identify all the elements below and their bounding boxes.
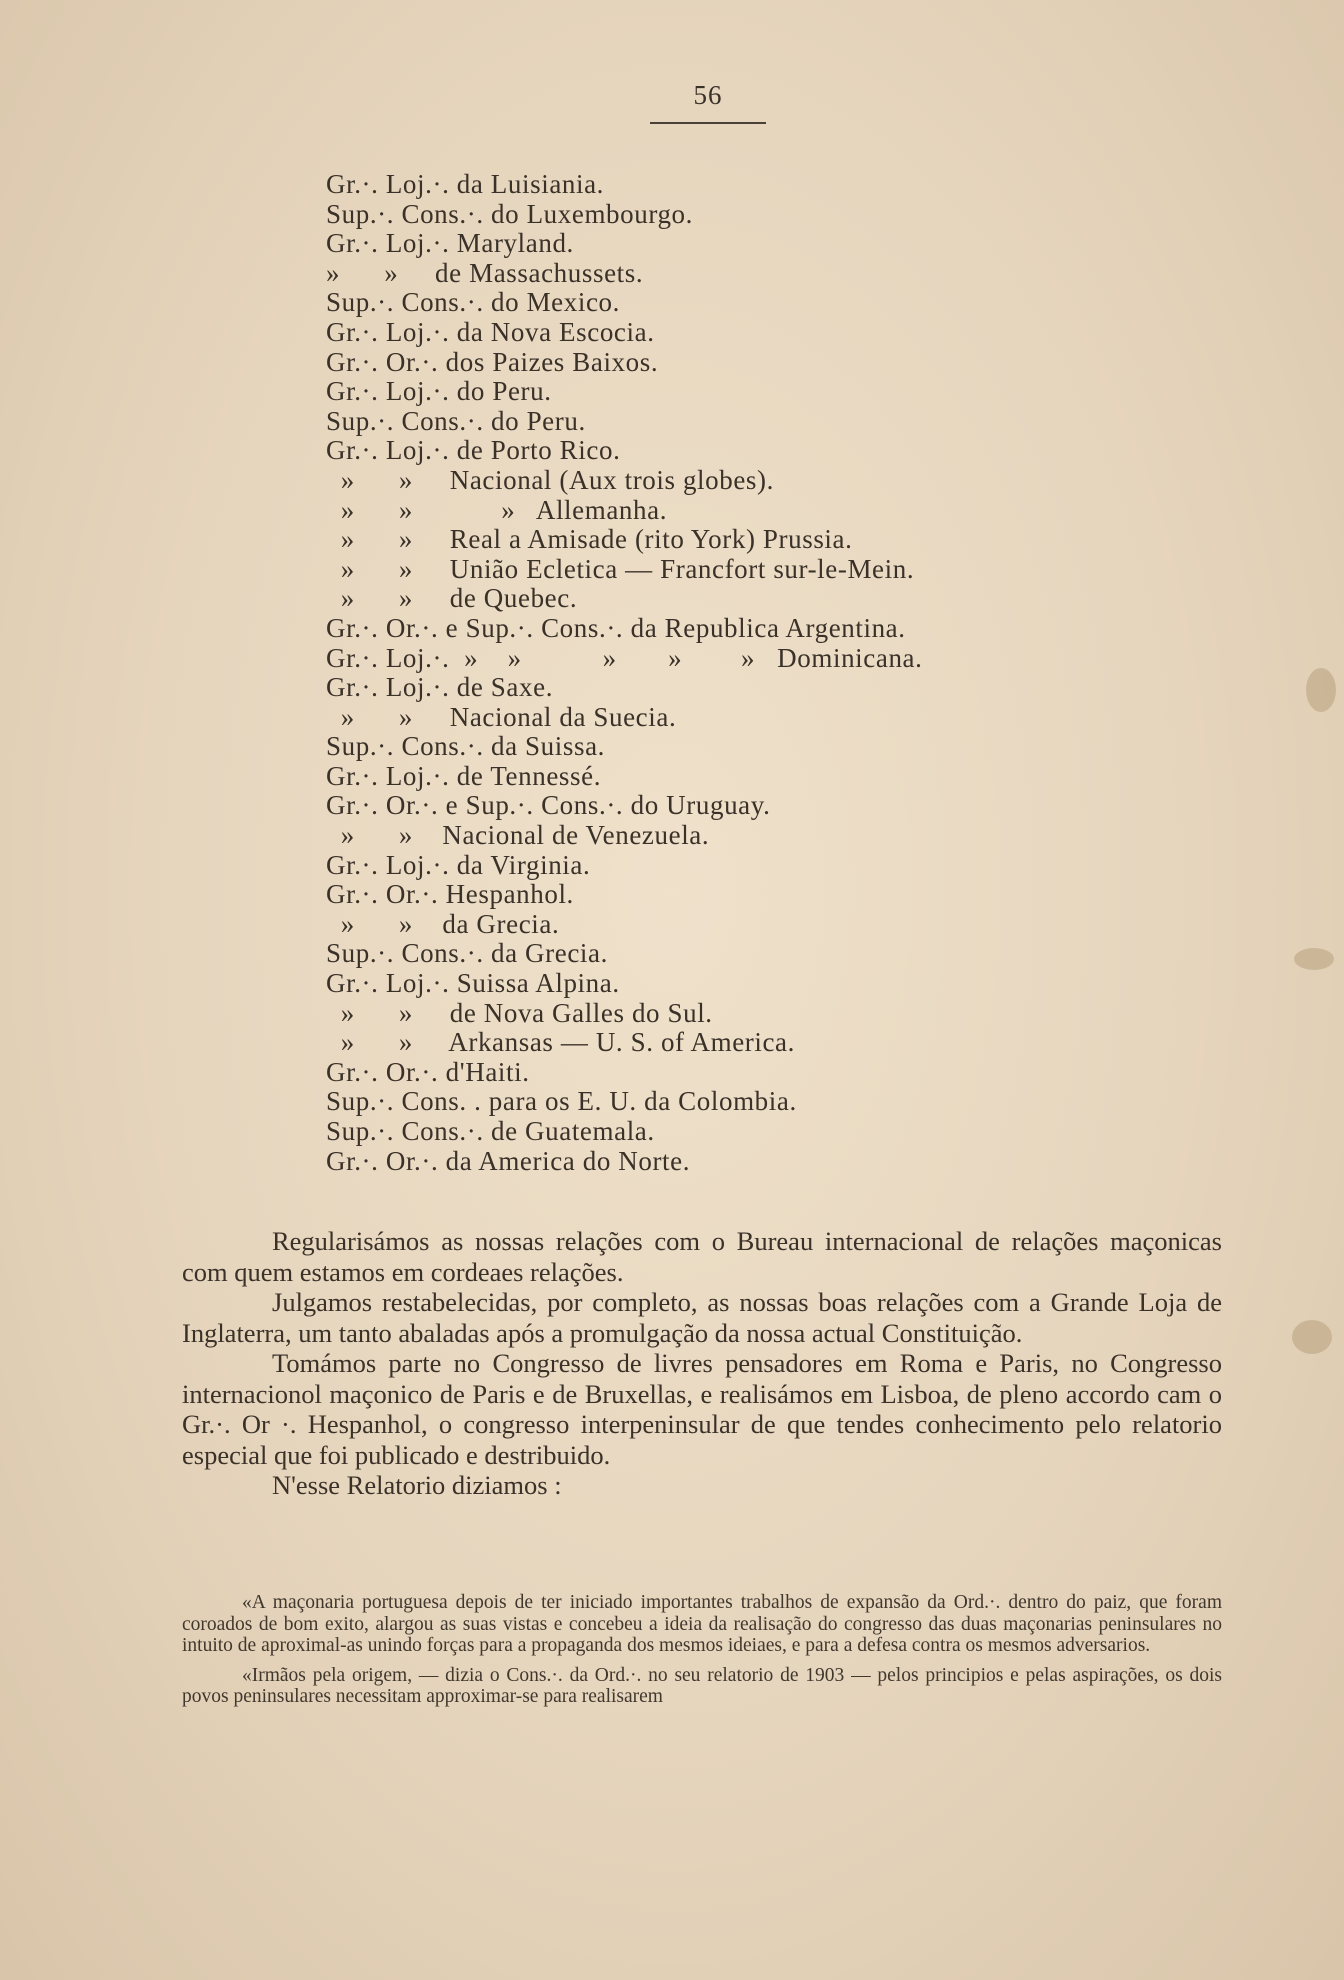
list-item: » » Nacional da Suecia. [326, 701, 677, 732]
list-item: Sup.·. Cons.·. da Suissa. [326, 731, 606, 762]
list-item: Gr.·. Or.·. Hespanhol. [326, 879, 574, 910]
list-item: Gr.·. Loj.·. da Luisiania. [326, 169, 605, 199]
list-item: Sup.·. Cons.·. do Mexico. [326, 287, 620, 318]
list-item: Sup.·. Cons. . para os E. U. da Colombia. [326, 1086, 797, 1117]
paper-blemish [1294, 948, 1334, 970]
list-item: » » Nacional (Aux trois globes). [326, 464, 774, 495]
list-item: Sup.·. Cons.·. do Peru. [326, 405, 586, 436]
quote-paragraph: «Irmãos pela origem, — dizia o Cons.·. da Ord.·. no seu relatorio de 1903 — pelos principios e pelas aspirações, os dois povos peninsulares necessitam approximar-se para realisarem [182, 1664, 1222, 1707]
list-item: » » Nacional de Venezuela. [326, 820, 710, 851]
list-item: » » da Grecia. [326, 908, 560, 939]
list-item: Gr.·. Or.·. d'Haiti. [326, 1056, 530, 1087]
paragraph: N'esse Relatorio diziamos : [272, 1470, 562, 1500]
list-item: Gr.·. Loj.·. de Porto Rico. [326, 435, 621, 466]
list-item: Sup.·. Cons.·. da Grecia. [326, 938, 608, 969]
list-item: Gr.·. Or.·. e Sup.·. Cons.·. da Republica Argentina. [326, 612, 906, 643]
paper-blemish [1292, 1320, 1332, 1354]
page-number: 56 [693, 80, 723, 110]
list-item: Gr.·. Loj.·. de Tennessé. [326, 760, 602, 791]
list-item: » » Real a Amisade (rito York) Prussia. [326, 524, 853, 555]
list-item: » » de Massachussets. [326, 257, 644, 288]
list-item: Gr.·. Loj.·. de Saxe. [326, 672, 554, 703]
paragraph: Tomámos parte no Congresso de livres pensadores em Roma e Paris, no Congresso internacionol maçonico de Paris e de Bruxellas, e realisámos em Lisboa, de pleno accordo cam o Gr.·. Or ·. Hespanhol, o congresso interpeninsular de que tendes conhecimento pelo relatorio especial que foi publicado e destribuido. [182, 1348, 1222, 1470]
list-item: Gr.·. Loj.·. Suissa Alpina. [326, 968, 620, 999]
list-item: » » de Nova Galles do Sul. [326, 997, 713, 1028]
list-item: Gr.·. Loj.·. da Virginia. [326, 849, 591, 880]
quote-paragraph: «A maçonaria portuguesa depois de ter iniciado importantes trabalhos de expansão da Ord.·. dentro do paiz, que foram coroados de bom exito, alargou as suas vistas e concebeu a ideia da realisação do congresso das duas maçonarias peninsulares no intuito de aproximal-as unindo forças para a propaganda dos mesmos ideiaes, e para a defesa contra os mesmos adversarios. [182, 1592, 1222, 1656]
list-item: Gr.·. Or.·. da America do Norte. [326, 1145, 691, 1176]
paper-blemish [1306, 668, 1336, 712]
list-item: Sup.·. Cons.·. de Guatemala. [326, 1116, 655, 1146]
list-item: » » de Quebec. [326, 583, 578, 614]
list-item: Gr.·. Loj.·. do Peru. [326, 376, 552, 407]
list-item: » » União Ecletica — Francfort sur-le-Mein. [326, 553, 915, 584]
list-item: » » » Allemanha. [326, 494, 668, 525]
list-item: Gr.·. Loj.·. da Nova Escocia. [326, 316, 655, 347]
list-item: Sup.·. Cons.·. do Luxembourgo. [326, 198, 693, 229]
quoted-report [182, 1592, 1222, 1716]
lodge-list [326, 170, 922, 1176]
list-item: Gr.·. Loj.·. Maryland. [326, 228, 574, 259]
body-text [182, 1226, 1222, 1501]
list-item: Gr.·. Or.·. e Sup.·. Cons.·. do Uruguay. [326, 790, 771, 821]
list-item: » » Arkansas — U. S. of America. [326, 1027, 795, 1058]
page-number-rule [650, 122, 766, 124]
paragraph: Regularisámos as nossas relações com o Bureau internacional de relações maçonicas com quem estamos em cordeaes relações. [182, 1226, 1222, 1287]
list-item: Gr.·. Loj.·. » » » » » Dominicana. [326, 642, 923, 673]
list-item: Gr.·. Or.·. dos Paizes Baixos. [326, 346, 659, 377]
paragraph: Julgamos restabelecidas, por completo, as nossas boas relações com a Grande Loja de Inglaterra, um tanto abaladas após a promulgação da nossa actual Constituição. [182, 1287, 1222, 1348]
